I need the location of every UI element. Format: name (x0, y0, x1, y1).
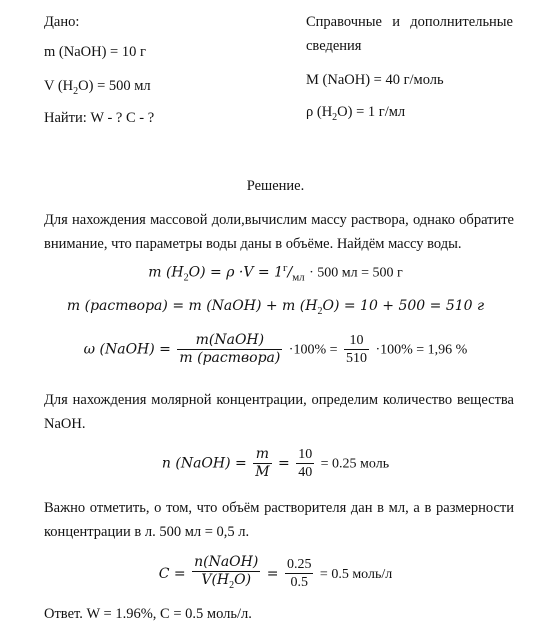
para2-line2: NaOH. (44, 416, 86, 432)
given-mass-naoh: m (NaOH) = 10 г (44, 44, 146, 60)
given-volume-water: V $(H_2O) = 500$ мл (44, 78, 151, 97)
fraction-numeric: $\frac{10}{510}$ (345, 333, 367, 366)
reference-title-line2: сведения (306, 38, 362, 54)
para1-line2: внимание, что параметры воды даны в объёме. Найдём массу воды. (44, 236, 462, 252)
fraction-n-over-V: $\frac{\text{n(NaOH)}}{V(H_2O)}$ (194, 554, 259, 591)
answer: Ответ. W = 1.96%, С = 0.5 моль/л. (44, 606, 252, 622)
fraction-m-over-M: $\frac{m}{M}$ (255, 446, 270, 480)
para3-line2: концентрации в л. 500 мл = 0,5 л. (44, 524, 250, 540)
reference-density: ρ $(H_2O) = 1$ г/мл (306, 104, 406, 123)
para1-line1: Для нахождения массовой доли,вычислим массу раствора, однако обратите (44, 212, 514, 228)
given-title: Дано: (44, 14, 80, 30)
equation-mass-fraction: ω (NaOH) = $\frac{\text{m(NaOH)}}{\text{m (раствора)}}$ ·100% = $\frac{10}{510}$ ·100% = 1,96 % (83, 332, 468, 366)
reference-title-line1: Справочные и дополнительные (306, 14, 513, 30)
fraction-mass-ratio: $\frac{\text{m(NaOH)}}{\text{m (раствора)}}$ (179, 332, 281, 366)
fraction-025-over-05: $\frac{0.25}{0.5}$ (286, 557, 312, 591)
solution-heading: Решение. (246, 178, 305, 194)
equation-concentration: C = $\frac{\text{n(NaOH)}}{V(H_2O)}$ = $\frac{0.25}{0.5}$ = 0.5 моль/л (0, 554, 551, 594)
fraction-10-over-40: $\frac{10}{40}$ (298, 447, 313, 480)
equation-water-mass: m $(H_2O) = \rho \cdot V = 1^г/_{мл} \cdot 500$ мл = 500 г (148, 262, 403, 284)
equation-amount: n (NaOH) = $\frac{m}{M}$ = $\frac{10}{40}$ = 0.25 моль (161, 446, 390, 480)
equation-solution-mass: m (раствора) = m (NaOH) + m $(H_2O) = 10 + 500 = 510$ г (66, 298, 485, 317)
given-find: Найти: W - ? С - ? (44, 110, 155, 126)
reference-molar-mass: М (NaOH) = 40 г/моль (306, 72, 444, 88)
para2-line1: Для нахождения молярной концентрации, определим количество вещества (44, 392, 514, 408)
para3-line1: Важно отметить, о том, что объём растворителя дан в мл, а в размерности (44, 500, 514, 516)
